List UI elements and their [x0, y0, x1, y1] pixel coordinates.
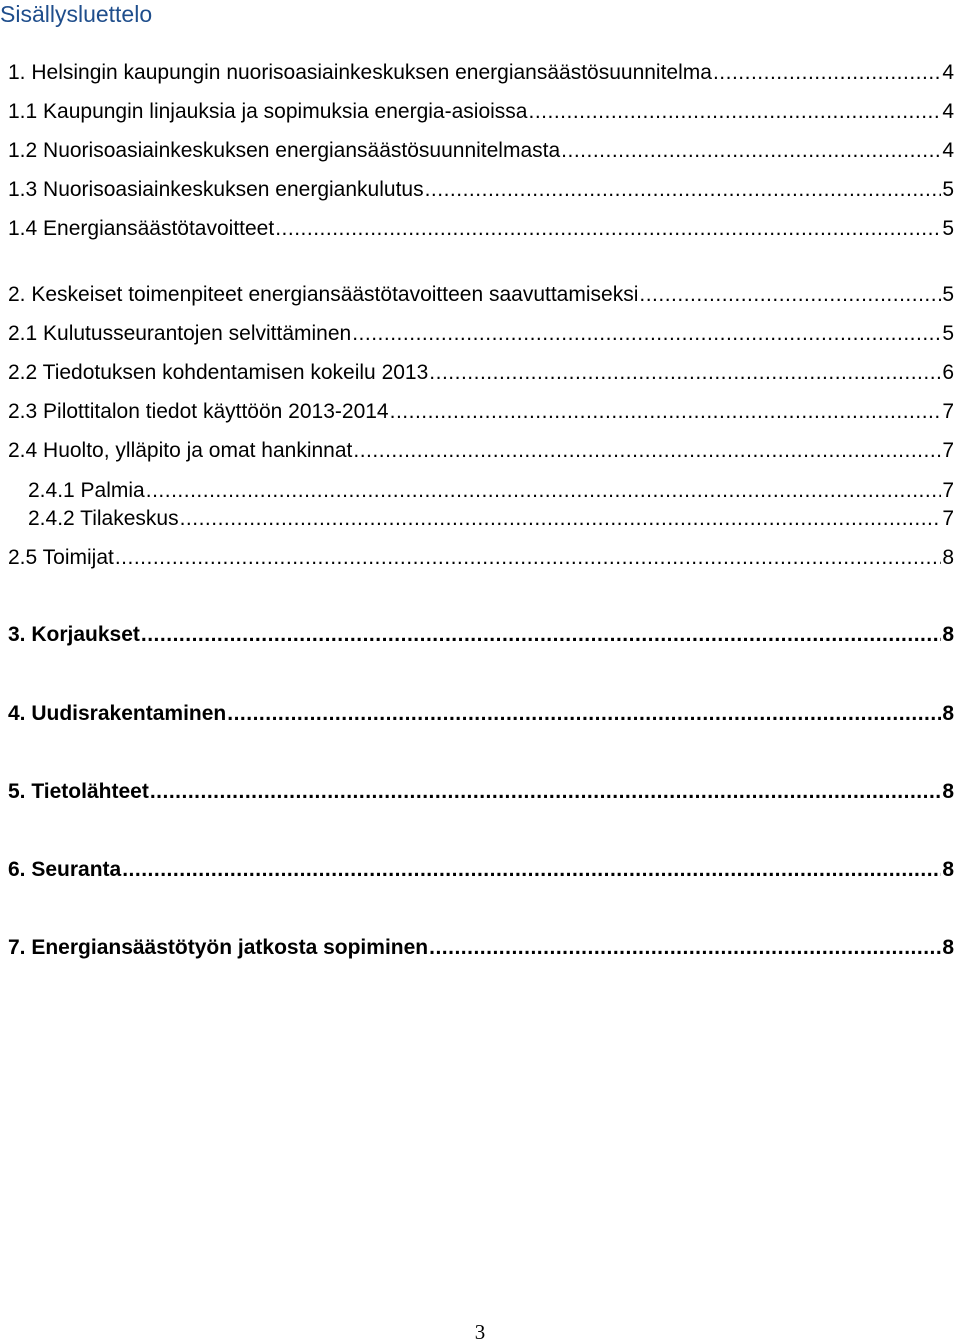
dot-leader	[115, 545, 941, 571]
dot-leader	[352, 321, 941, 347]
toc-entry-page: 7	[942, 439, 954, 462]
toc-entry-label: 2.2 Tiedotuksen kohdentamisen kokeilu 2013	[8, 361, 429, 384]
toc-entry-label: 2.4.2 Tilakeskus	[28, 507, 179, 530]
toc-entry-page: 6	[942, 361, 954, 384]
toc-entry-label: 7. Energiansäästötyön jatkosta sopiminen	[8, 936, 429, 959]
toc-entry[interactable]	[8, 360, 954, 386]
toc-entry[interactable]	[8, 545, 954, 571]
toc-entry[interactable]	[8, 216, 954, 242]
toc-entry-page: 7	[942, 507, 954, 530]
toc-entry[interactable]	[8, 622, 954, 648]
toc-entry[interactable]	[8, 321, 954, 347]
toc-entry-label: 2. Keskeiset toimenpiteet energiansäästötavoitteen saavuttamiseksi	[8, 283, 639, 306]
toc-entry[interactable]	[8, 857, 954, 883]
toc-entry-page: 8	[942, 623, 954, 646]
toc-entry-page: 7	[942, 479, 954, 502]
toc-entry-label: 1.1 Kaupungin linjauksia ja sopimuksia energia-asioissa	[8, 100, 528, 123]
toc-entry[interactable]	[8, 177, 954, 203]
toc-entry[interactable]	[8, 701, 954, 727]
toc-entry-label: 1.4 Energiansäästötavoitteet	[8, 217, 275, 240]
dot-leader	[275, 216, 941, 242]
toc-entry-page: 8	[942, 702, 954, 725]
dot-leader	[146, 478, 942, 504]
dot-leader	[122, 857, 941, 883]
dot-leader	[713, 60, 941, 86]
toc-entry-label: 5. Tietolähteet	[8, 780, 149, 803]
toc-entry[interactable]	[8, 138, 954, 164]
toc-entry-page: 5	[942, 322, 954, 345]
page-title: Sisällysluettelo	[0, 1, 153, 27]
toc-entry[interactable]	[8, 99, 954, 125]
dot-leader	[425, 177, 942, 203]
toc-entry[interactable]	[28, 478, 954, 504]
toc-entry-label: 4. Uudisrakentaminen	[8, 702, 227, 725]
toc-entry-page: 7	[942, 400, 954, 423]
toc-entry-label: 1.2 Nuorisoasiainkeskuksen energiansäästösuunnitelmasta	[8, 139, 561, 162]
toc-entry-page: 5	[942, 178, 954, 201]
toc-entry-label: 3. Korjaukset	[8, 623, 140, 646]
toc-entry-label: 1. Helsingin kaupungin nuorisoasiainkeskuksen energiansäästösuunnitelma	[8, 61, 712, 84]
toc-entry-label: 2.4.1 Palmia	[28, 479, 145, 502]
dot-leader	[150, 779, 941, 805]
toc-entry[interactable]	[8, 60, 954, 86]
dot-leader	[429, 935, 941, 961]
dot-leader	[353, 438, 941, 464]
toc-entry[interactable]	[8, 935, 954, 961]
dot-leader	[561, 138, 941, 164]
toc-entry-label: 1.3 Nuorisoasiainkeskuksen energiankulutus	[8, 178, 424, 201]
toc-entry[interactable]	[8, 282, 954, 308]
toc-entry[interactable]	[8, 779, 954, 805]
toc-entry-page: 5	[942, 283, 954, 306]
toc-entry-page: 4	[942, 139, 954, 162]
dot-leader	[180, 506, 942, 532]
toc-entry-page: 8	[942, 858, 954, 881]
toc-entry-page: 8	[942, 936, 954, 959]
toc-entry-label: 2.3 Pilottitalon tiedot käyttöön 2013-2014	[8, 400, 389, 423]
page-number: 3	[474, 1320, 486, 1344]
dot-leader	[639, 282, 941, 308]
toc-entry[interactable]	[8, 399, 954, 425]
toc-entry-page: 8	[942, 546, 954, 569]
toc-entry-page: 4	[942, 100, 954, 123]
toc-entry[interactable]	[28, 506, 954, 532]
toc-entry-label: 2.5 Toimijat	[8, 546, 114, 569]
dot-leader	[528, 99, 941, 125]
toc-entry-label: 2.1 Kulutusseurantojen selvittäminen	[8, 322, 352, 345]
toc-entry-page: 5	[942, 217, 954, 240]
dot-leader	[141, 622, 941, 648]
toc-entry-page: 8	[942, 780, 954, 803]
toc-entry-label: 2.4 Huolto, ylläpito ja omat hankinnat	[8, 439, 353, 462]
toc-entry-label: 6. Seuranta	[8, 858, 122, 881]
toc-entry[interactable]	[8, 438, 954, 464]
dot-leader	[429, 360, 941, 386]
toc-entry-page: 4	[942, 61, 954, 84]
dot-leader	[227, 701, 941, 727]
dot-leader	[390, 399, 942, 425]
